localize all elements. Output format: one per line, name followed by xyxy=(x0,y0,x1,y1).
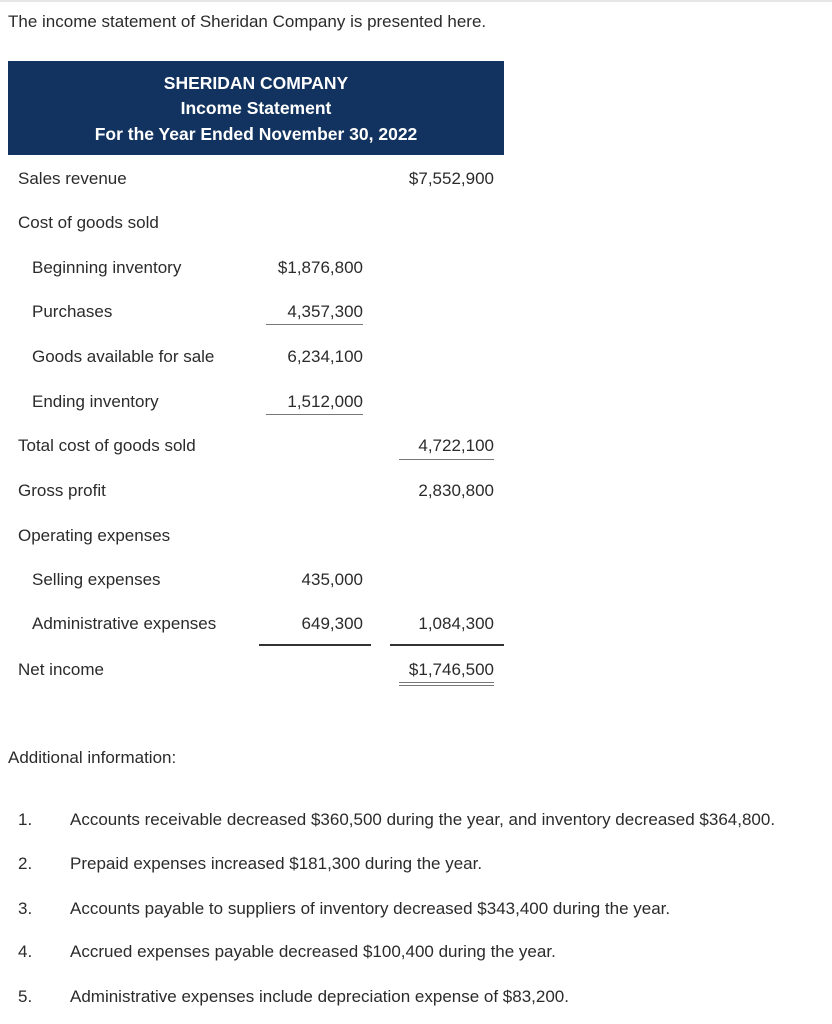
list-item-number: 3. xyxy=(18,899,33,918)
statement-period: For the Year Ended November 30, 2022 xyxy=(94,124,418,144)
list-item-text: Administrative expenses include depreciation expense of $83,200. xyxy=(70,987,569,1006)
amount-gross-profit: 2,830,800 xyxy=(418,481,494,500)
amount-total-cogs: 4,722,100 xyxy=(418,436,494,455)
row-label-goods-available: Goods available for sale xyxy=(32,347,215,366)
intro-text: The income statement of Sheridan Company is presented here. xyxy=(8,12,487,31)
row-label-operating-expenses: Operating expenses xyxy=(18,526,171,545)
row-label-net-income: Net income xyxy=(18,660,104,679)
list-item-text: Accounts receivable decreased $360,500 during the year, and inventory decreased $364,800. xyxy=(70,810,776,829)
underline-total-cogs xyxy=(399,459,494,460)
row-label-beginning-inventory: Beginning inventory xyxy=(32,258,182,277)
list-item-number: 5. xyxy=(18,987,33,1006)
rule-col1-operating xyxy=(259,644,371,646)
row-label-purchases: Purchases xyxy=(32,302,113,321)
statement-title: Income Statement xyxy=(180,98,332,118)
amount-ending-inventory: 1,512,000 xyxy=(287,392,363,411)
row-label-gross-profit: Gross profit xyxy=(18,481,106,500)
row-label-cost-of-goods-sold: Cost of goods sold xyxy=(18,213,159,232)
amount-goods-available: 6,234,100 xyxy=(287,347,363,366)
additional-info-heading: Additional information: xyxy=(8,748,177,767)
list-item-text: Prepaid expenses increased $181,300 during the year. xyxy=(70,854,483,873)
list-item-text: Accrued expenses payable decreased $100,400 during the year. xyxy=(70,942,556,961)
list-item-number: 2. xyxy=(18,854,33,873)
underline-purchases xyxy=(266,324,363,325)
row-label-selling-expenses: Selling expenses xyxy=(32,570,161,589)
amount-net-income: $1,746,500 xyxy=(408,660,494,679)
statement-header xyxy=(8,61,504,155)
company-name: SHERIDAN COMPANY xyxy=(163,73,349,93)
row-label-administrative-expenses: Administrative expenses xyxy=(32,614,217,633)
rule-col2-operating xyxy=(390,644,504,646)
list-item-number: 1. xyxy=(18,810,33,829)
amount-beginning-inventory: $1,876,800 xyxy=(277,258,363,277)
list-item-number: 4. xyxy=(18,942,33,961)
row-label-sales-revenue: Sales revenue xyxy=(18,169,127,188)
row-label-total-cogs: Total cost of goods sold xyxy=(18,436,196,455)
amount-selling-expenses: 435,000 xyxy=(301,570,363,589)
double-underline-net-income-1 xyxy=(399,682,494,683)
amount-total-operating-expenses: 1,084,300 xyxy=(418,614,494,633)
row-label-ending-inventory: Ending inventory xyxy=(32,392,159,411)
amount-sales-revenue: $7,552,900 xyxy=(408,169,494,188)
top-divider xyxy=(0,0,832,2)
list-item-text: Accounts payable to suppliers of inventory decreased $343,400 during the year. xyxy=(70,899,671,918)
underline-ending-inventory xyxy=(266,414,363,415)
amount-purchases: 4,357,300 xyxy=(287,302,363,321)
double-underline-net-income-2 xyxy=(399,685,494,686)
amount-administrative-expenses: 649,300 xyxy=(301,614,363,633)
